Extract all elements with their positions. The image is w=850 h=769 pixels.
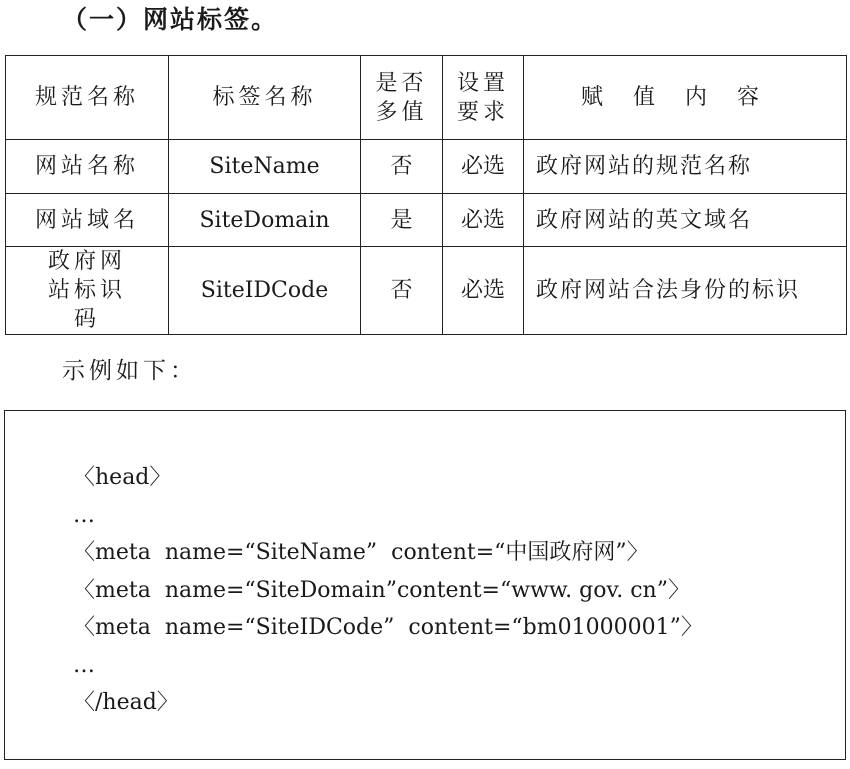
header-tag-name: 标签名称 [169, 56, 361, 140]
table-row [6, 247, 847, 335]
cell-tag-name: SiteIDCode [169, 247, 361, 335]
header-spec-name: 规范名称 [6, 56, 169, 140]
table-header-row [6, 56, 847, 140]
header-requirement: 设置要求 [443, 56, 524, 140]
example-label: 示例如下： [62, 358, 197, 384]
code-line-ellipsis: … [73, 652, 95, 678]
code-line-meta-sitedomain: 〈meta name=“SiteDomain”content=“www. gov. cn”〉 [73, 577, 690, 603]
code-example-box [4, 410, 846, 760]
cell-content: 政府网站合法身份的标识 [524, 247, 847, 335]
cell-requirement: 必选 [443, 194, 524, 247]
cell-spec-name: 网站域名 [6, 194, 169, 247]
cell-multi-value: 否 [361, 247, 443, 335]
header-multi-value: 是否多值 [361, 56, 443, 140]
cell-requirement: 必选 [443, 140, 524, 194]
code-line-ellipsis: … [73, 502, 95, 528]
cell-spec-name: 政府网站标识码 [6, 247, 169, 335]
cell-multi-value: 否 [361, 140, 443, 194]
table-row [6, 140, 847, 194]
code-line-meta-sitename: 〈meta name=“SiteName” content=“中国政府网”〉 [73, 540, 649, 565]
table-row [6, 194, 847, 247]
code-line-head-open: 〈head〉 [73, 465, 172, 490]
cell-spec-name: 网站名称 [6, 140, 169, 194]
code-lines [73, 459, 703, 722]
website-tags-table [5, 55, 847, 335]
cell-multi-value: 是 [361, 194, 443, 247]
section-title: （一）网站标签。 [62, 5, 279, 34]
code-line-meta-siteidcode: 〈meta name=“SiteIDCode” content=“bm01000001”〉 [73, 615, 703, 640]
code-line-head-close: 〈/head〉 [73, 690, 179, 715]
header-content: 赋值内容 [524, 56, 847, 140]
cell-requirement: 必选 [443, 247, 524, 335]
cell-tag-name: SiteDomain [169, 194, 361, 247]
cell-content: 政府网站的英文域名 [524, 194, 847, 247]
cell-content: 政府网站的规范名称 [524, 140, 847, 194]
cell-tag-name: SiteName [169, 140, 361, 194]
